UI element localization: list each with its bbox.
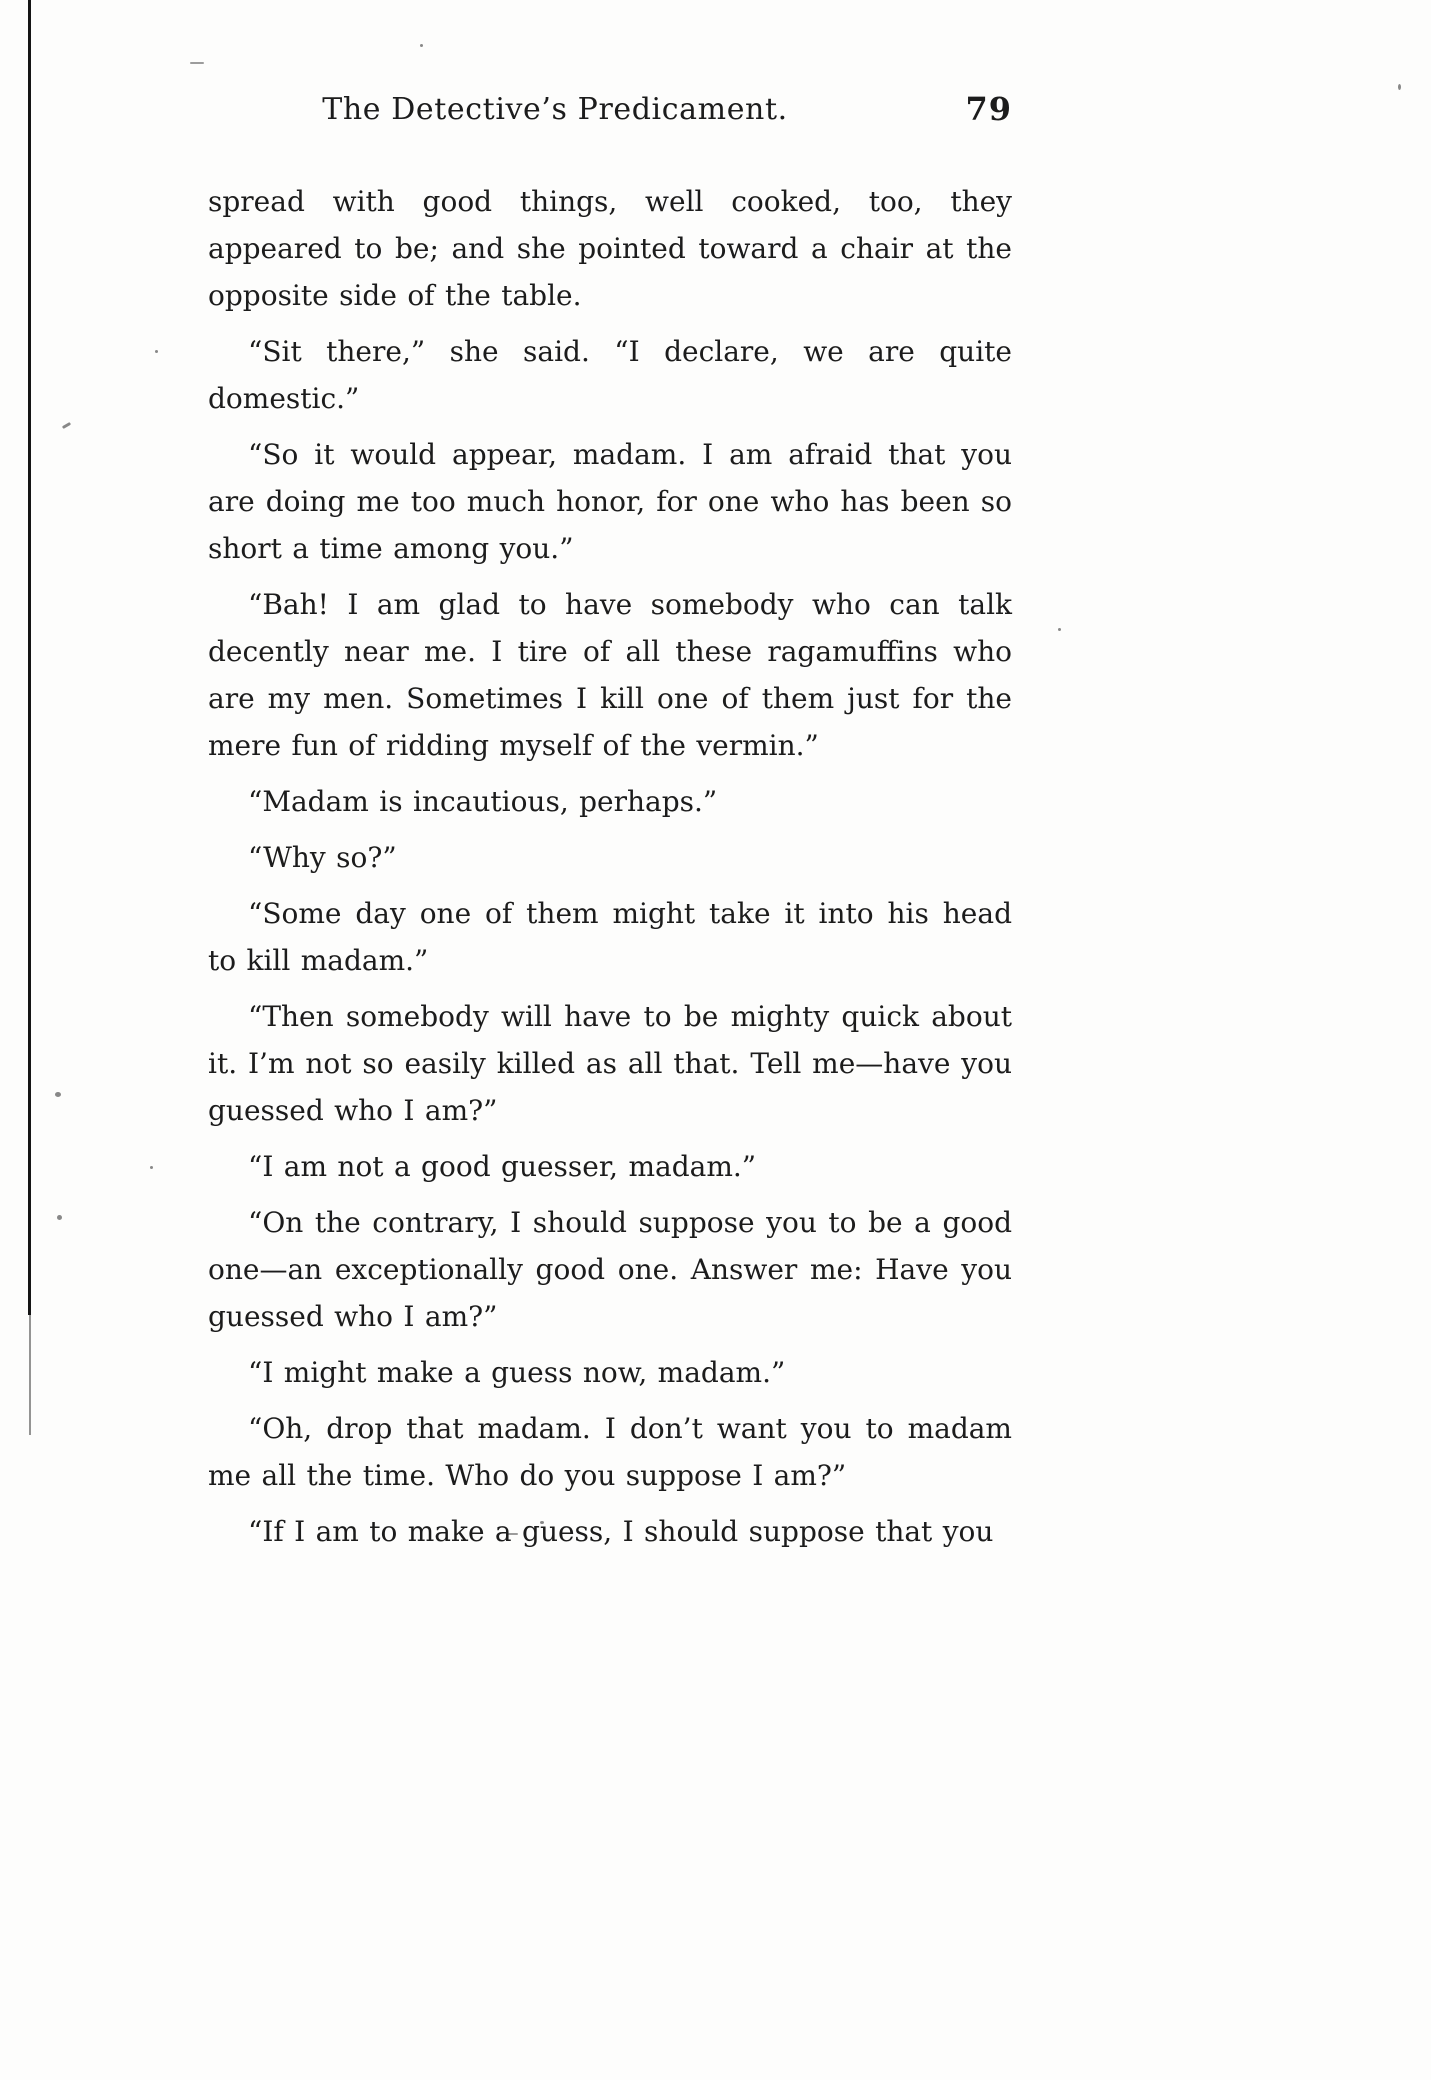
- page-edge-line: [28, 0, 31, 1315]
- paragraph: “Sit there,” she said. “I declare, we are quite domestic.”: [208, 335, 1012, 415]
- paragraph: “On the contrary, I should suppose you to be a good one—an exceptionally good one. Answer me: Have you guessed who I am?”: [208, 1206, 1012, 1333]
- scan-speck: [55, 1092, 61, 1097]
- paragraph: “Some day one of them might take it into his head to kill madam.”: [208, 897, 1012, 977]
- paragraph: “Oh, drop that madam. I don’t want you to madam me all the time. Who do you suppose I am?”: [208, 1412, 1012, 1492]
- page-edge-line-lower: [29, 1315, 31, 1435]
- text-block: [208, 92, 1012, 1564]
- paragraph: “Bah! I am glad to have somebody who can talk decently near me. I tire of all these ragamuffins who are my men. Sometimes I kill one of them just for the mere fun of ridding myself of the vermin.”: [208, 588, 1012, 762]
- paragraph: “I am not a good guesser, madam.”: [248, 1150, 757, 1183]
- page-number: 79: [965, 90, 1012, 128]
- scan-speck: [150, 1166, 153, 1169]
- scan-speck: [1058, 628, 1061, 631]
- paragraph: “If I am to make a guess, I should suppose that you: [248, 1515, 994, 1548]
- scan-speck: [190, 62, 204, 64]
- scan-speck: [57, 1215, 62, 1220]
- paragraph: “So it would appear, madam. I am afraid that you are doing me too much honor, for one who has been so short a time among you.”: [208, 438, 1012, 565]
- paragraph: “Then somebody will have to be mighty quick about it. I’m not so easily killed as all that. Tell me—have you guessed who I am?”: [208, 1000, 1012, 1127]
- scan-speck: [155, 350, 158, 353]
- paragraph: “Madam is incautious, perhaps.”: [248, 785, 718, 818]
- running-header: [208, 92, 1012, 144]
- paragraph: “Why so?”: [248, 841, 397, 874]
- paragraph: spread with good things, well cooked, too, they appeared to be; and she pointed toward a chair at the opposite side of the table.: [208, 185, 1012, 312]
- paragraph: “I might make a guess now, madam.”: [248, 1356, 786, 1389]
- scan-speck: [62, 422, 71, 429]
- scan-speck: [420, 44, 423, 47]
- page-title: The Detective’s Predicament.: [322, 92, 788, 127]
- scan-speck: [1398, 84, 1401, 90]
